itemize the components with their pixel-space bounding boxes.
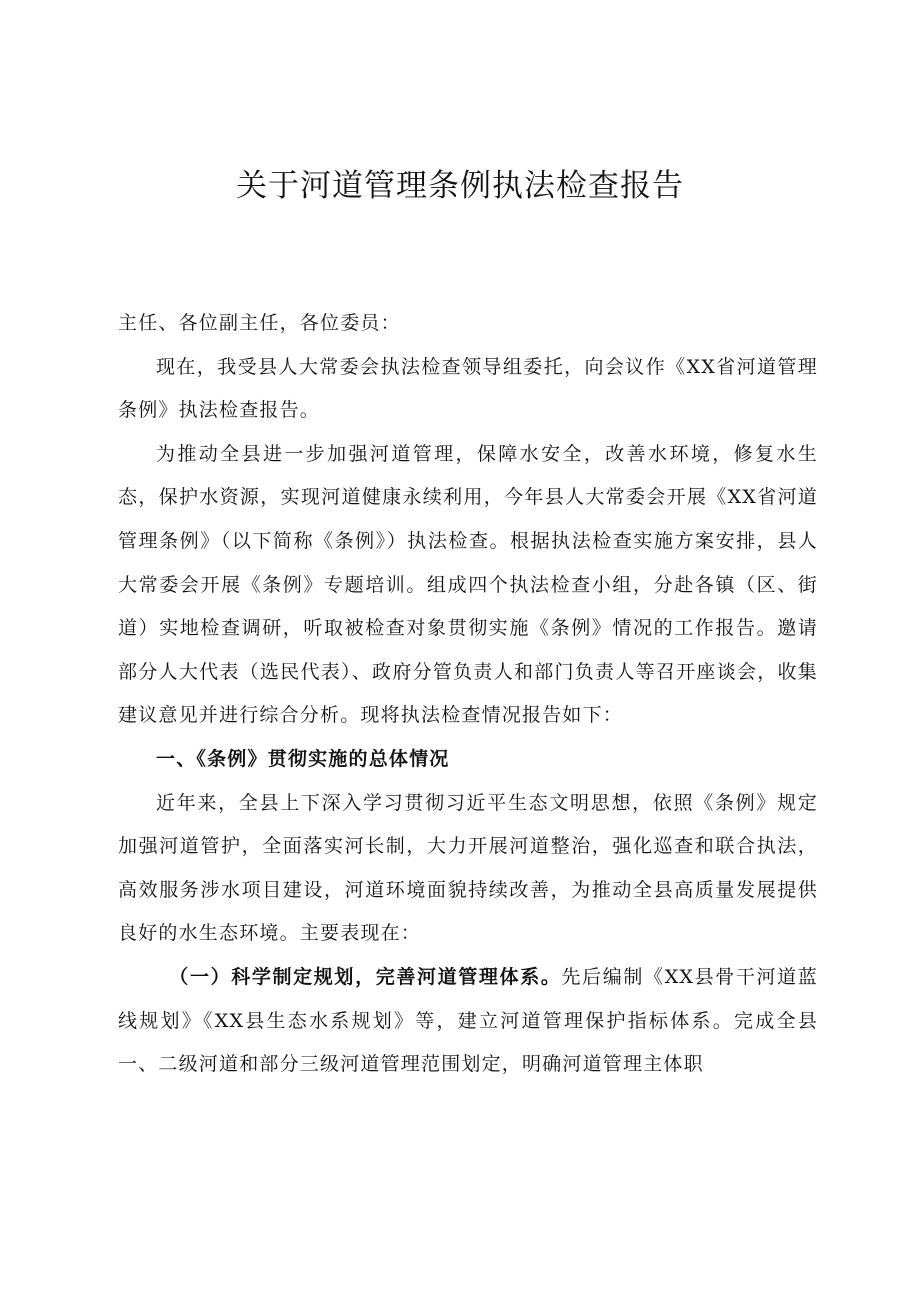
section-heading: 一、《条例》贯彻实施的总体情况	[156, 747, 450, 770]
document-title: 关于河道管理条例执法检查报告	[236, 168, 684, 204]
subsection-text: 先后编制《XX县骨干河道蓝线规划》《XX县生态水系规划》等，建立河道管理保护指标体系。完成全县一、二级河道和部分三级河道管理范围划定，明确河道管理主体职	[118, 965, 818, 1076]
salutation: 主任、各位副主任，各位委员：	[118, 312, 401, 334]
subsection-lead: （一）科学制定规划，完善河道管理体系。	[169, 965, 562, 988]
subsection-paragraph	[118, 956, 818, 1087]
paragraph-intro: 现在，我受县人大常委会执法检查领导组委托，向会议作《XX省河道管理条例》执法检查报告。	[118, 355, 818, 422]
paragraph-background: 为推动全县进一步加强河道管理，保障水安全，改善水环境，修复水生态，保护水资源，实现河道健康永续利用，今年县人大常委会开展《XX省河道管理条例》（以下简称《条例》）执法检查。根据执法检查实施方案安排，县人大常委会开展《条例》专题培训。组成四个执法检查小组，分赴各镇（区、街道）实地检查调研，听取被检查对象贯彻实施《条例》情况的工作报告。邀请部分人大代表（选民代表）、政府分管负责人和部门负责人等召开座谈会，收集建议意见并进行综合分析。现将执法检查情况报告如下：	[118, 442, 818, 727]
document-body	[118, 302, 818, 1087]
paragraph-overview: 近年来，全县上下深入学习贯彻习近平生态文明思想，依照《条例》规定加强河道管护，全面落实河长制，大力开展河道整治，强化巡查和联合执法，高效服务涉水项目建设，河道环境面貌持续改善，为推动全县高质量发展提供良好的水生态环境。主要表现在：	[118, 791, 818, 945]
